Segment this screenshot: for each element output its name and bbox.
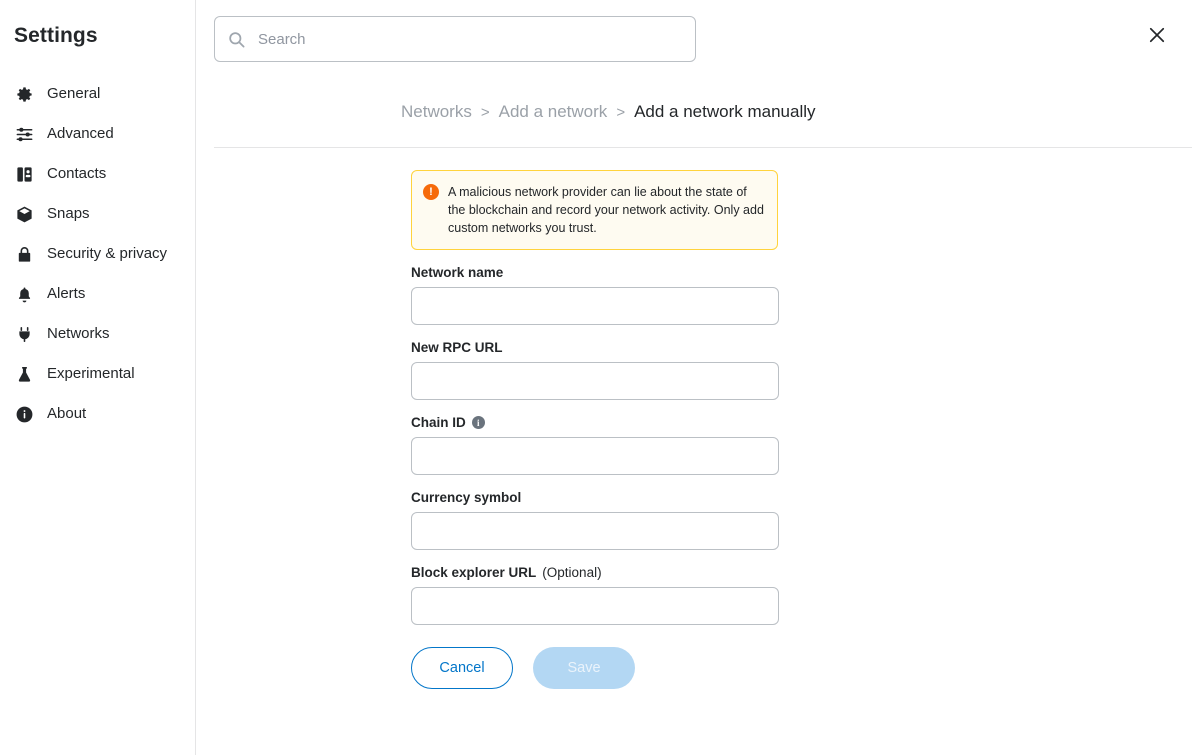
sidebar-item-label: About	[47, 404, 87, 422]
sidebar-item-contacts[interactable]	[0, 154, 195, 194]
sidebar-item-advanced[interactable]	[0, 114, 195, 154]
lock-icon	[14, 244, 34, 264]
gear-icon	[14, 84, 34, 104]
settings-nav	[0, 74, 195, 434]
contacts-book-icon	[14, 164, 34, 184]
save-button[interactable]: Save	[533, 647, 635, 689]
settings-sidebar	[0, 0, 196, 755]
settings-content	[196, 78, 1192, 689]
box-icon	[14, 204, 34, 224]
label-block-explorer-url	[411, 565, 1192, 580]
field-label-text: Block explorer URL	[411, 565, 537, 581]
page-title: Settings	[14, 24, 98, 47]
plug-icon	[14, 324, 34, 344]
form-actions	[411, 647, 1192, 689]
sidebar-item-general[interactable]	[0, 74, 195, 114]
close-icon	[1147, 25, 1167, 50]
sidebar-item-security-privacy[interactable]	[0, 234, 195, 274]
sidebar-item-label: General	[47, 84, 101, 102]
breadcrumb-separator: >	[480, 103, 490, 121]
malicious-network-warning	[411, 170, 778, 250]
sidebar-item-about[interactable]	[0, 394, 195, 434]
optional-tag: (Optional)	[542, 565, 602, 581]
search-box[interactable]	[214, 16, 696, 62]
sidebar-item-label: Security & privacy	[47, 244, 168, 262]
bell-icon	[14, 284, 34, 304]
breadcrumb-current: Add a network manually	[634, 102, 816, 121]
breadcrumb-add-network[interactable]: Add a network	[498, 102, 608, 121]
breadcrumb-separator: >	[616, 103, 626, 121]
label-currency-symbol	[411, 490, 1192, 505]
label-chain-id	[411, 415, 1192, 430]
search-icon	[227, 30, 246, 49]
settings-main	[196, 0, 1192, 755]
breadcrumb-networks[interactable]: Networks	[401, 102, 472, 121]
chain-id-info-icon[interactable]: i	[472, 416, 485, 429]
sidebar-item-label: Networks	[47, 324, 110, 342]
network-name-input[interactable]	[411, 287, 779, 325]
flask-icon	[14, 364, 34, 384]
currency-symbol-input[interactable]	[411, 512, 779, 550]
cancel-button[interactable]: Cancel	[411, 647, 513, 689]
search-input[interactable]	[256, 30, 683, 49]
breadcrumb	[214, 78, 1192, 122]
new-rpc-url-input[interactable]	[411, 362, 779, 400]
warning-text: A malicious network provider can lie about the state of the blockchain and record your network activity. Only add custom networks you trust.	[448, 185, 764, 236]
field-label-text: Currency symbol	[411, 490, 522, 506]
sidebar-item-snaps[interactable]	[0, 194, 195, 234]
sidebar-item-label: Contacts	[47, 164, 107, 182]
sidebar-item-networks[interactable]	[0, 314, 195, 354]
field-label-text: Network name	[411, 265, 504, 281]
settings-topbar	[196, 0, 1192, 78]
close-settings-button[interactable]	[1142, 22, 1172, 52]
label-network-name	[411, 265, 1192, 280]
warning-icon: !	[423, 184, 439, 200]
sidebar-item-label: Snaps	[47, 204, 90, 222]
sidebar-item-experimental[interactable]	[0, 354, 195, 394]
chain-id-input[interactable]	[411, 437, 779, 475]
sidebar-item-label: Advanced	[47, 124, 114, 142]
sidebar-item-label: Alerts	[47, 284, 86, 302]
field-label-text: Chain ID	[411, 415, 466, 431]
block-explorer-url-input[interactable]	[411, 587, 779, 625]
field-label-text: New RPC URL	[411, 340, 503, 356]
add-network-form	[214, 148, 1192, 689]
sidebar-item-alerts[interactable]	[0, 274, 195, 314]
info-icon	[14, 404, 34, 424]
sliders-icon	[14, 124, 34, 144]
label-new-rpc-url	[411, 340, 1192, 355]
sidebar-item-label: Experimental	[47, 364, 135, 382]
